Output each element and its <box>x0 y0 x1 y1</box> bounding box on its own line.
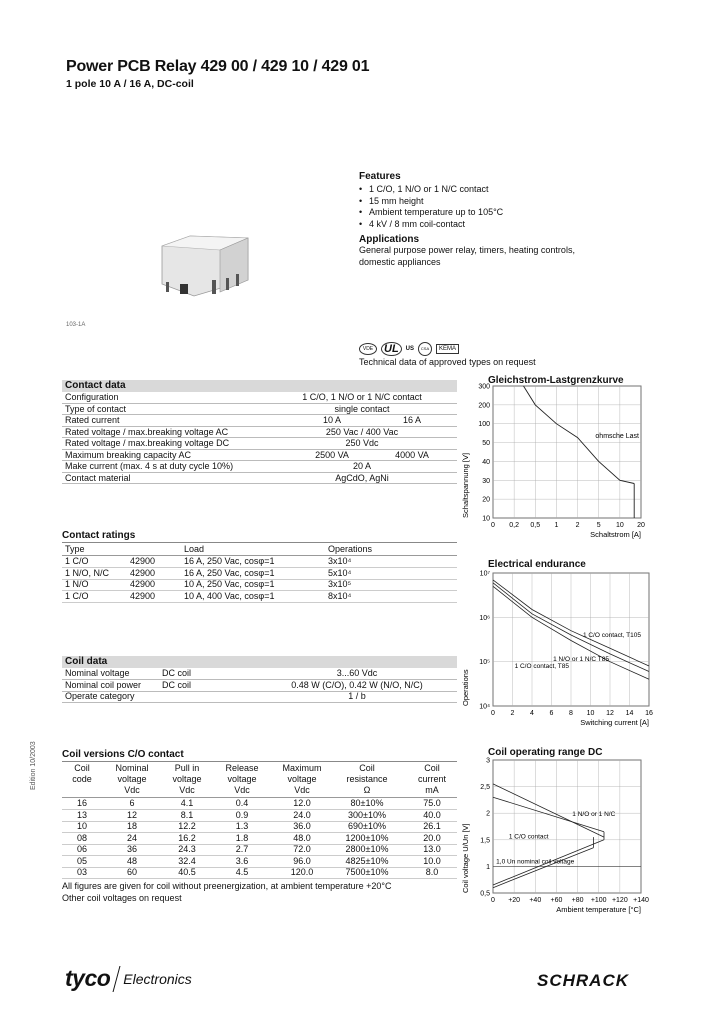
row-divider <box>62 483 457 484</box>
table-cell: 36 <box>126 844 137 854</box>
table-cell: 60 <box>126 867 137 877</box>
table-cell: 300±10% <box>348 809 386 820</box>
row-value: 4000 VA <box>395 449 429 460</box>
row-value: 250 Vdc <box>345 438 379 448</box>
coil-data-section <box>62 656 457 704</box>
row-value: single contact <box>334 403 390 414</box>
chart-title: Electrical endurance <box>488 559 586 570</box>
table-cell: 4.5 <box>235 867 249 877</box>
dc-load-limit-chart <box>460 380 660 545</box>
legend-label: 1 N/O or 1 N/C T85 <box>553 656 609 663</box>
row-label: Rated current <box>65 415 120 425</box>
table-cell: 690±10% <box>348 821 386 831</box>
coil-versions-heading: Coil versions C/O contact <box>62 749 184 760</box>
table-cell: 16 A, 250 Vac, cosφ=1 <box>184 567 275 578</box>
applications-line: domestic appliances <box>359 256 441 267</box>
legend-label: 1 C/O contact, T105 <box>582 632 641 639</box>
table-cell: 4825±10% <box>345 855 389 866</box>
coil-data-heading: Coil data <box>65 656 108 667</box>
contact-ratings-heading: Contact ratings <box>62 530 136 541</box>
vde-mark-icon: VDE <box>359 343 377 355</box>
y-tick-label: 10 <box>482 515 490 523</box>
table-cell: 75.0 <box>423 798 441 808</box>
table-cell: 36.0 <box>293 821 311 831</box>
curve-label: 1,0 Un nominal coil voltage <box>496 858 575 866</box>
table-cell: 12.0 <box>293 798 311 808</box>
contact-ratings-section <box>62 530 457 603</box>
table-cell: 42900 <box>130 556 156 566</box>
row-value: 10 A <box>322 415 342 425</box>
row-label: Configuration <box>65 392 119 402</box>
table-cell: 12 <box>126 809 137 820</box>
coil-operating-range-chart <box>460 752 660 922</box>
contact-data-row <box>62 415 457 427</box>
column-header: Vdc <box>124 785 140 795</box>
table-cell: 72.0 <box>293 844 311 854</box>
table-cell: 3x10⁵ <box>328 579 352 589</box>
x-axis-label: Ambient temperature [°C] <box>556 905 641 914</box>
table-cell: 10.0 <box>423 855 441 866</box>
table-cell: 10 <box>76 821 87 831</box>
coil-note: Other coil voltages on request <box>62 892 182 903</box>
column-header: resistance <box>346 774 388 784</box>
table-cell: 42900 <box>130 567 156 578</box>
x-tick-label: 5 <box>596 522 601 529</box>
row-label: Operate category <box>65 691 135 701</box>
y-tick-label: 2,5 <box>480 784 490 792</box>
row-value: 20 A <box>352 461 372 471</box>
row-value: 1 C/O, 1 N/O or 1 N/C contact <box>302 392 422 402</box>
row-label: Contact material <box>65 472 131 483</box>
column-header: Vdc <box>234 785 250 795</box>
table-cell: 8.1 <box>180 809 194 820</box>
x-tick-label: 10 <box>586 710 595 717</box>
row-divider <box>62 702 457 703</box>
row-value: 2500 VA <box>315 449 349 460</box>
column-header: Vdc <box>179 785 195 795</box>
table-cell: 16.2 <box>178 832 196 843</box>
row-label: Rated voltage / max.breaking voltage DC <box>65 438 230 448</box>
y-axis-label: Schaltspannung [V] <box>461 452 470 518</box>
x-axis-label: Schaltstrom [A] <box>590 530 641 539</box>
table-cell: 40.5 <box>178 867 196 877</box>
x-axis-label: Switching current [A] <box>580 718 649 727</box>
column-header: code <box>72 774 92 784</box>
table-cell: 10 A, 250 Vac, cosφ=1 <box>184 579 275 589</box>
table-cell: 1.3 <box>235 821 249 831</box>
y-tick-label: 10⁴ <box>479 703 490 711</box>
us-mark: US <box>405 346 415 352</box>
column-header: voltage <box>172 774 202 784</box>
column-header: Coil <box>359 763 375 773</box>
table-cell: 0.9 <box>235 809 249 820</box>
row-label: Nominal coil power <box>65 679 142 690</box>
column-header: current <box>417 774 446 784</box>
contact-data-row <box>62 392 457 404</box>
applications-heading: Applications <box>359 234 420 245</box>
table-cell: 05 <box>76 855 87 866</box>
table-cell: 10 A, 400 Vac, cosφ=1 <box>184 590 275 601</box>
y-tick-label: 30 <box>482 477 490 485</box>
table-cell: 1 N/O, N/C <box>65 567 110 578</box>
plot-frame <box>493 386 641 518</box>
x-tick-label: 12 <box>606 710 614 717</box>
table-cell: 3x10⁴ <box>328 556 352 566</box>
table-cell: 16 A, 250 Vac, cosφ=1 <box>184 556 275 566</box>
x-tick-label: 0,5 <box>530 522 541 529</box>
feature-item: • 15 mm height <box>359 196 689 208</box>
curve-label: 1 C/O contact <box>508 833 549 841</box>
column-header: Coil <box>74 763 90 773</box>
feature-item: • Ambient temperature up to 105°C <box>359 207 689 219</box>
contact-data-row <box>62 427 457 439</box>
row-type: DC coil <box>162 668 192 678</box>
column-header: Vdc <box>294 785 310 795</box>
logo-divider <box>113 966 121 992</box>
y-tick-label: 200 <box>478 402 490 410</box>
applications-line: General purpose power relay, timers, heating controls, <box>359 245 575 255</box>
row-label: Maximum breaking capacity AC <box>65 449 192 460</box>
table-cell: 42900 <box>130 590 156 601</box>
curve-label: 1 N/O or 1 N/C <box>572 810 616 818</box>
table-cell: 32.4 <box>178 855 196 866</box>
column-header: Operations <box>328 544 373 554</box>
table-cell: 4.1 <box>180 798 194 808</box>
electronics-wordmark: Electronics <box>123 970 192 987</box>
page-subtitle: 1 pole 10 A / 16 A, DC-coil <box>66 78 194 90</box>
y-tick-label: 10⁵ <box>479 659 490 667</box>
y-tick-label: 1 <box>486 863 490 871</box>
x-tick-label: 4 <box>530 710 534 717</box>
y-tick-label: 50 <box>482 440 490 448</box>
row-divider <box>62 878 457 879</box>
table-cell: 6 <box>129 798 135 808</box>
column-header: Coil <box>424 763 440 773</box>
column-header: Maximum <box>282 763 322 773</box>
features-section <box>359 171 689 268</box>
row-value: AgCdO, AgNi <box>335 472 389 483</box>
y-tick-label: 1,5 <box>480 837 490 845</box>
coil-note: All figures are given for coil without preenergization, at ambient temperature +20°C <box>62 881 392 891</box>
row-label: Nominal voltage <box>65 668 130 678</box>
relay-image <box>150 218 270 308</box>
features-heading: Features <box>359 171 401 182</box>
image-label: 103-1A <box>66 322 86 328</box>
contact-data-row <box>62 404 457 416</box>
tyco-logo <box>65 965 192 992</box>
tyco-wordmark: tyco <box>65 965 111 991</box>
table-cell: 03 <box>76 867 87 877</box>
section-bar <box>62 656 457 668</box>
x-tick-label: 14 <box>625 710 634 717</box>
row-type: DC coil <box>162 679 192 690</box>
x-tick-label: 10 <box>615 522 624 529</box>
y-tick-label: 100 <box>478 421 490 429</box>
row-label: Make current (max. 4 s at duty cycle 10%) <box>65 461 234 471</box>
column-header: mA <box>425 785 439 795</box>
page-title: Power PCB Relay 429 00 / 429 10 / 429 01 <box>66 58 370 75</box>
column-header: Nominal <box>115 763 149 773</box>
electrical-endurance-chart <box>460 565 660 730</box>
edition-date: Edition 10/2003 <box>30 741 37 790</box>
x-tick-label: 0 <box>491 522 495 529</box>
y-tick-label: 10⁷ <box>479 570 490 578</box>
table-cell: 96.0 <box>293 855 311 866</box>
x-tick-label: +140 <box>633 897 649 904</box>
column-header: Load <box>184 544 205 554</box>
table-cell: 06 <box>76 844 87 854</box>
column-header: Type <box>65 544 85 554</box>
contact-data-row <box>62 438 457 450</box>
table-cell: 1.8 <box>235 832 249 843</box>
x-tick-label: +120 <box>611 897 628 904</box>
column-header: Ω <box>363 785 371 795</box>
x-tick-label: 0 <box>491 897 495 904</box>
x-tick-label: +20 <box>508 897 521 904</box>
plot-frame <box>493 760 641 893</box>
series-line <box>493 848 593 888</box>
coil-versions-section <box>62 749 457 904</box>
approvals-note: Technical data of approved types on request <box>359 357 536 367</box>
row-value: 3...60 Vdc <box>336 668 378 678</box>
row-label: Type of contact <box>65 403 127 414</box>
y-tick-label: 3 <box>486 757 490 765</box>
contact-data-section <box>62 380 457 484</box>
contact-data-row <box>62 461 457 473</box>
row-value: 1 / b <box>348 691 366 701</box>
row-value: 0.48 W (C/O), 0.42 W (N/O, N/C) <box>291 679 423 690</box>
y-tick-label: 0,5 <box>480 890 490 898</box>
schrack-logo: SCHRACK <box>537 971 629 990</box>
chart-title: Gleichstrom-Lastgrenzkurve <box>488 375 624 386</box>
x-tick-label: 6 <box>549 710 554 717</box>
table-cell: 5x10⁴ <box>328 567 352 578</box>
table-cell: 2.7 <box>235 844 249 854</box>
table-cell: 80±10% <box>350 798 384 808</box>
table-cell: 1 N/O <box>65 579 89 589</box>
table-cell: 1 C/O <box>65 590 89 601</box>
x-tick-label: 0,2 <box>509 522 520 529</box>
table-cell: 2800±10% <box>345 844 389 854</box>
y-tick-label: 10⁶ <box>479 614 490 622</box>
row-value: 16 A <box>402 415 422 425</box>
y-tick-label: 20 <box>482 496 490 504</box>
table-cell: 7500±10% <box>345 867 389 877</box>
x-tick-label: +40 <box>529 897 542 904</box>
x-tick-label: 2 <box>575 522 580 529</box>
column-header: voltage <box>117 774 147 784</box>
feature-item: • 1 C/O, 1 N/O or 1 N/C contact <box>359 184 689 196</box>
table-cell: 18 <box>126 821 137 831</box>
table-cell: 13.0 <box>423 844 441 854</box>
contact-data-heading: Contact data <box>65 380 126 391</box>
table-cell: 3.6 <box>235 855 249 866</box>
legend-label: 1 C/O contact, T85 <box>514 663 569 670</box>
contact-data-row <box>62 473 457 485</box>
x-tick-label: +100 <box>590 897 607 904</box>
table-cell: 40.0 <box>423 809 441 820</box>
row-label: Rated voltage / max.breaking voltage AC <box>65 426 229 437</box>
column-header: voltage <box>227 774 257 784</box>
y-tick-label: 2 <box>486 810 490 818</box>
y-axis-label: Coil voltage U/Un [V] <box>461 823 470 893</box>
csa-mark-icon: CSA <box>418 342 432 356</box>
y-axis-label: Operations <box>461 669 470 706</box>
table-cell: 42900 <box>130 579 156 589</box>
kema-mark-icon: KEMA <box>436 344 459 354</box>
x-tick-label: 16 <box>645 710 653 717</box>
column-header: Release <box>225 763 259 773</box>
annotation-label: ohmsche Last <box>595 433 639 440</box>
table-cell: 20.0 <box>423 832 441 843</box>
column-header: Pull in <box>174 763 200 773</box>
column-header: voltage <box>287 774 317 784</box>
table-cell: 8.0 <box>425 867 439 877</box>
row-value: 250 Vac / 400 Vac <box>325 426 399 437</box>
chart-title: Coil operating range DC <box>488 747 603 758</box>
table-cell: 48.0 <box>293 832 311 843</box>
table-cell: 1200±10% <box>345 832 389 843</box>
section-bar <box>62 380 457 392</box>
approval-marks <box>359 340 459 358</box>
table-cell: 24.3 <box>178 844 196 854</box>
x-tick-label: 8 <box>569 710 573 717</box>
x-tick-label: 1 <box>554 522 559 529</box>
table-cell: 0.4 <box>235 798 249 808</box>
x-tick-label: +60 <box>550 897 563 904</box>
table-cell: 120.0 <box>290 867 314 877</box>
x-tick-label: +80 <box>571 897 584 904</box>
table-cell: 12.2 <box>178 821 196 831</box>
x-tick-label: 2 <box>510 710 515 717</box>
table-cell: 24.0 <box>293 809 311 820</box>
table-cell: 8x10⁴ <box>328 590 352 601</box>
ul-mark-icon: UL <box>381 342 402 356</box>
table-cell: 13 <box>76 809 87 820</box>
table-cell: 24 <box>126 832 137 843</box>
y-tick-label: 300 <box>478 383 490 391</box>
y-tick-label: 40 <box>482 458 490 466</box>
x-tick-label: 0 <box>491 710 495 717</box>
contact-data-row <box>62 450 457 462</box>
table-cell: 26.1 <box>423 821 441 831</box>
table-cell: 16 <box>76 798 87 808</box>
table-cell: 08 <box>76 832 87 843</box>
feature-item: • 4 kV / 8 mm coil-contact <box>359 219 689 231</box>
table-cell: 1 C/O <box>65 556 89 566</box>
table-cell: 48 <box>126 855 137 866</box>
x-tick-label: 20 <box>637 522 645 529</box>
row-divider <box>62 602 457 603</box>
